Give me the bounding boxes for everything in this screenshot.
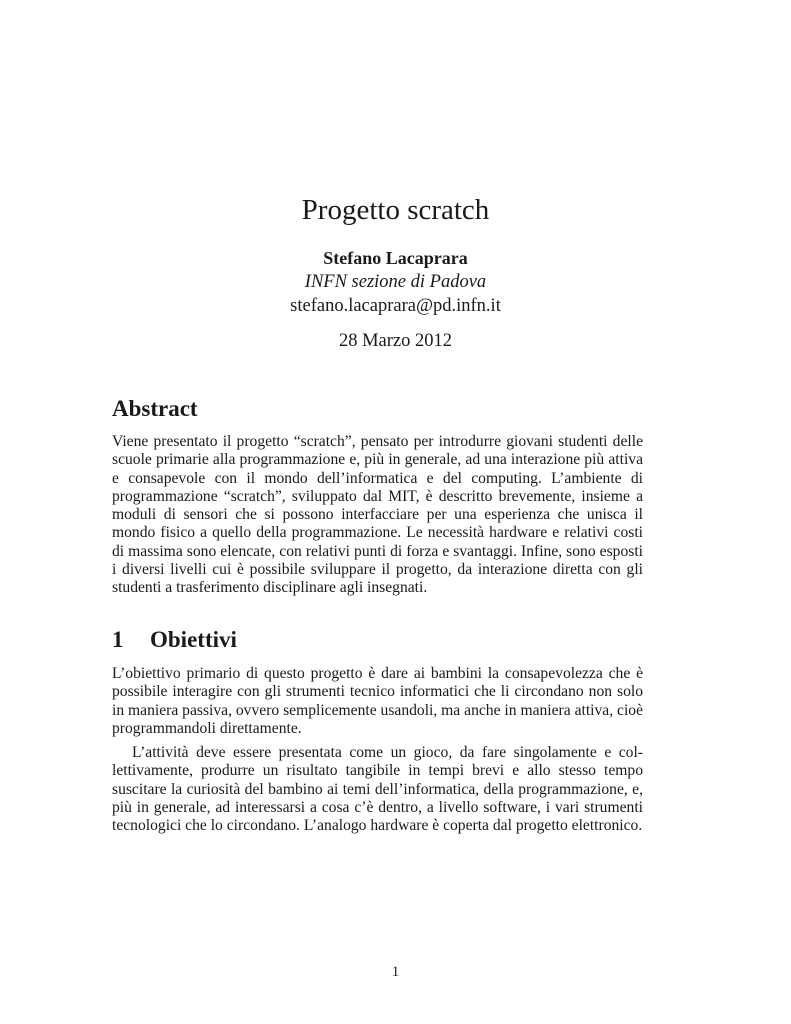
- author-affiliation: INFN sezione di Padova: [304, 272, 487, 292]
- section-title: Obiettivi: [150, 627, 237, 652]
- abstract-heading: Abstract: [112, 396, 198, 421]
- section-paragraph-1: L’obiettivo primario di questo progetto è dare ai bambini la consapevolezza che è possibile interagire con gli strumenti tecnico informatici che li circondano non solo in maniera passiva, ovvero semplicemente usandoli, ma anche in maniera attiva, cioè programmandoli direttamente.: [112, 665, 643, 737]
- section-paragraph-2: L’attività deve essere presentata come un gioco, da fare singolamente e collettivamente, produrre un risultato tangibile in tempi brevi e allo stesso tempo suscitare la curiosità del bambino ai temi dell’informatica, della programmazione, e, più in generale, ad interessarsi a cosa c’è dentro, a livello software, i vari strumenti tecnologici che lo circondano. L’analogo hardware è coperta dal progetto elettronico.: [112, 744, 643, 835]
- section-number: 1: [112, 627, 124, 652]
- abstract-text: Viene presentato il progetto “scratch”, pensato per introdurre giovani studenti delle scuole primarie alla programmazione e, più in generale, ad una interazione più attiva e consapevole con il mondo dell’informatica e del computing. L’ambiente di programmazione “scratch”, sviluppato dal MIT, è descritto brevemente, insieme a moduli di sensori che si possono interfacciare per una esperienza che unisca il mondo fisico a quello della programmazione. Le necessità hardware e relativi costi di massima sono elencate, con relativi punti di forza e svantaggi. Infine, sono esposti i diversi livelli cui è possibile sviluppare il progetto, da interazione diretta con gli studenti a trasferimento disciplinare agli insegnati.: [112, 433, 643, 597]
- paper-date: 28 Marzo 2012: [338, 331, 453, 351]
- author-name: Stefano Lacaprara: [323, 248, 468, 268]
- author-block: [0, 246, 791, 318]
- author-email: stefano.lacaprara@pd.infn.it: [290, 296, 501, 316]
- paper-title: Progetto scratch: [301, 194, 490, 226]
- section-heading: [112, 626, 237, 654]
- page-number: 1: [391, 964, 400, 980]
